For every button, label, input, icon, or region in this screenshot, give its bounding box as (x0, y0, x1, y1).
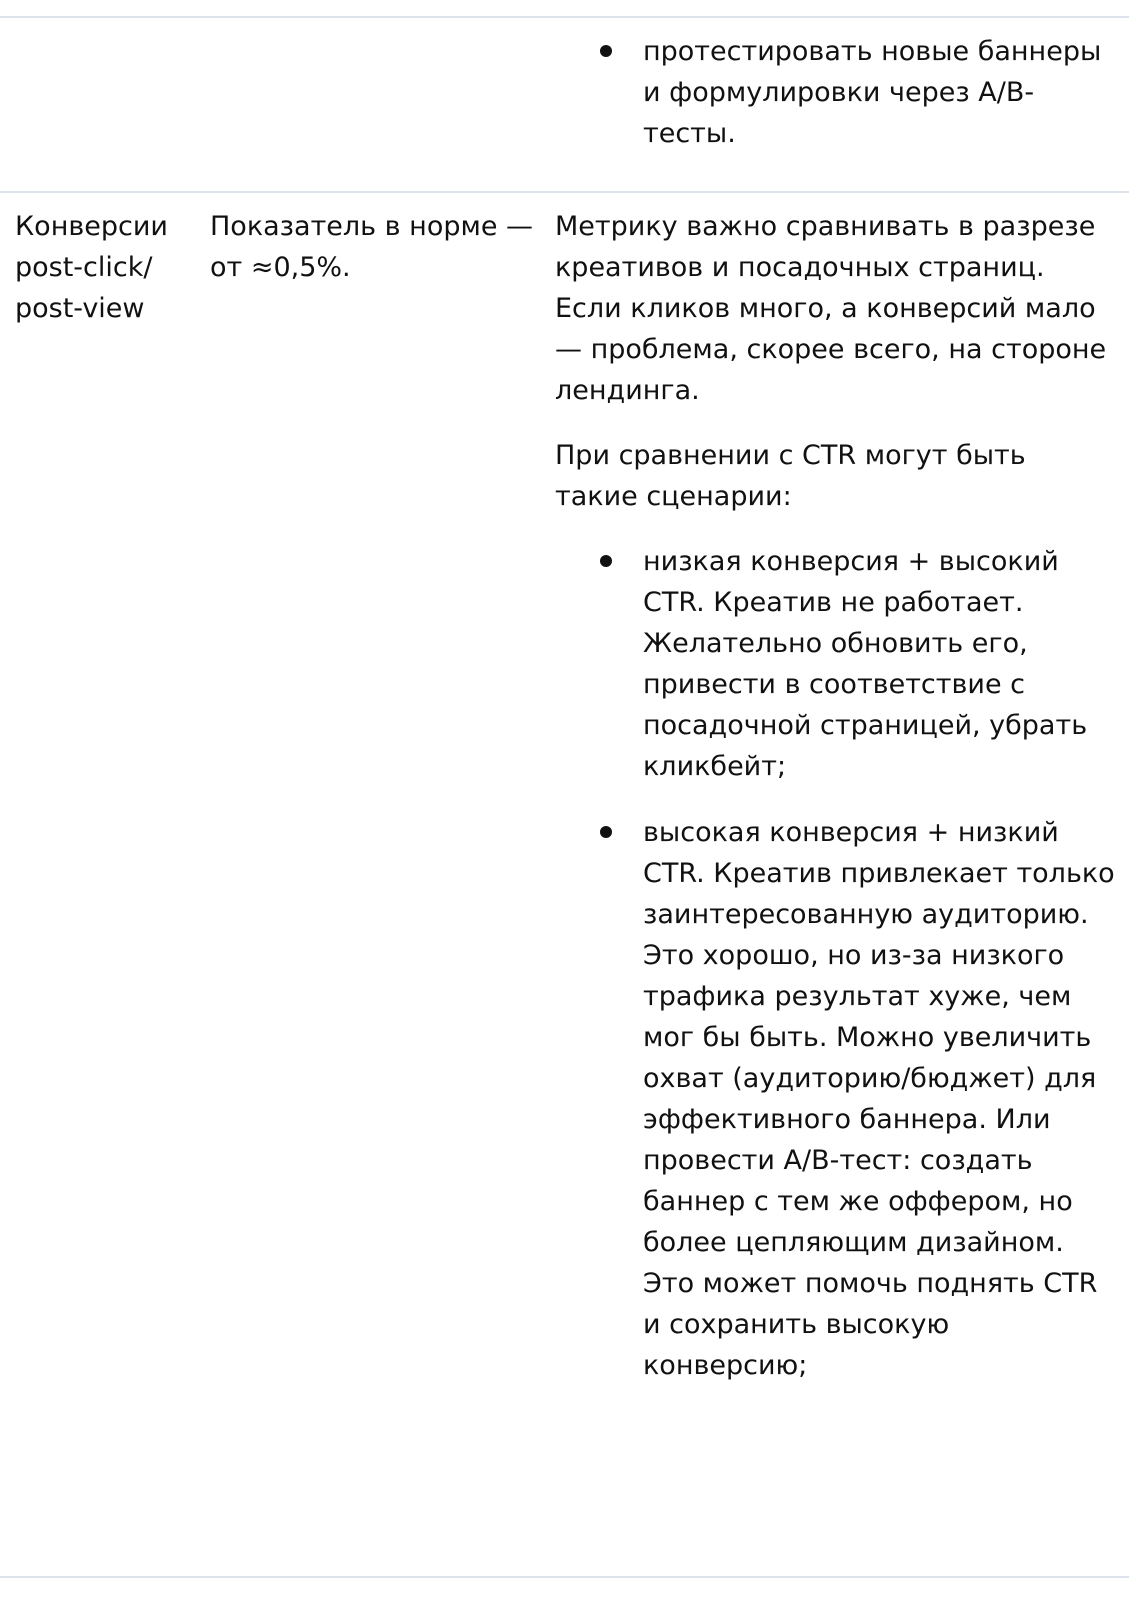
recommendation-paragraph: Метрику важно сравнивать в разрезе креативов и посадочных страниц. Если кликов много, а конверсий мало — проблема, скорее всего, на стороне лендинга. (555, 211, 1107, 406)
list-item-text: высокая конверсия + низкий CTR. Креатив привлекает только заинтересованную аудиторию. Это хорошо, но из-за низкого трафика результат хуже, чем мог бы быть. Можно увеличить охват (аудиторию/бюджет) для эффективного баннера. Или провести A/B-тест: создать баннер с тем же оффером, но более цепляющим дизайном. Это может помочь поднять CTR и сохранить высокую конверсию; (643, 817, 1115, 1381)
table-row-divider-bottom (0, 1576, 1129, 1578)
table-row-divider (0, 191, 1129, 193)
norm-value: Показатель в норме — от ≈0,5%. (210, 211, 534, 283)
list-item (555, 31, 1115, 154)
metric-name: Конверсии post-click/ post-view (15, 211, 168, 324)
norm-cell (210, 206, 540, 288)
metric-cell (15, 206, 190, 329)
recommendation-cell (555, 31, 1115, 154)
list-item (555, 812, 1115, 1386)
recommendation-cell (555, 206, 1115, 1386)
list-item-text: низкая конверсия + высокий CTR. Креатив не работает. Желательно обновить его, привести в соответствие с посадочной страницей, убрать кликбейт; (643, 546, 1088, 782)
table-row-divider-top (0, 16, 1129, 18)
bullet-dot-icon (600, 555, 612, 567)
bullet-dot-icon (600, 45, 612, 57)
list-item-text: протестировать новые баннеры и формулировки через A/B-тесты. (643, 36, 1102, 149)
bullet-dot-icon (600, 826, 612, 838)
recommendation-list (555, 31, 1115, 154)
recommendation-list (555, 541, 1115, 1386)
list-item (555, 541, 1115, 787)
recommendation-paragraph: При сравнении с CTR могут быть такие сценарии: (555, 440, 1026, 512)
